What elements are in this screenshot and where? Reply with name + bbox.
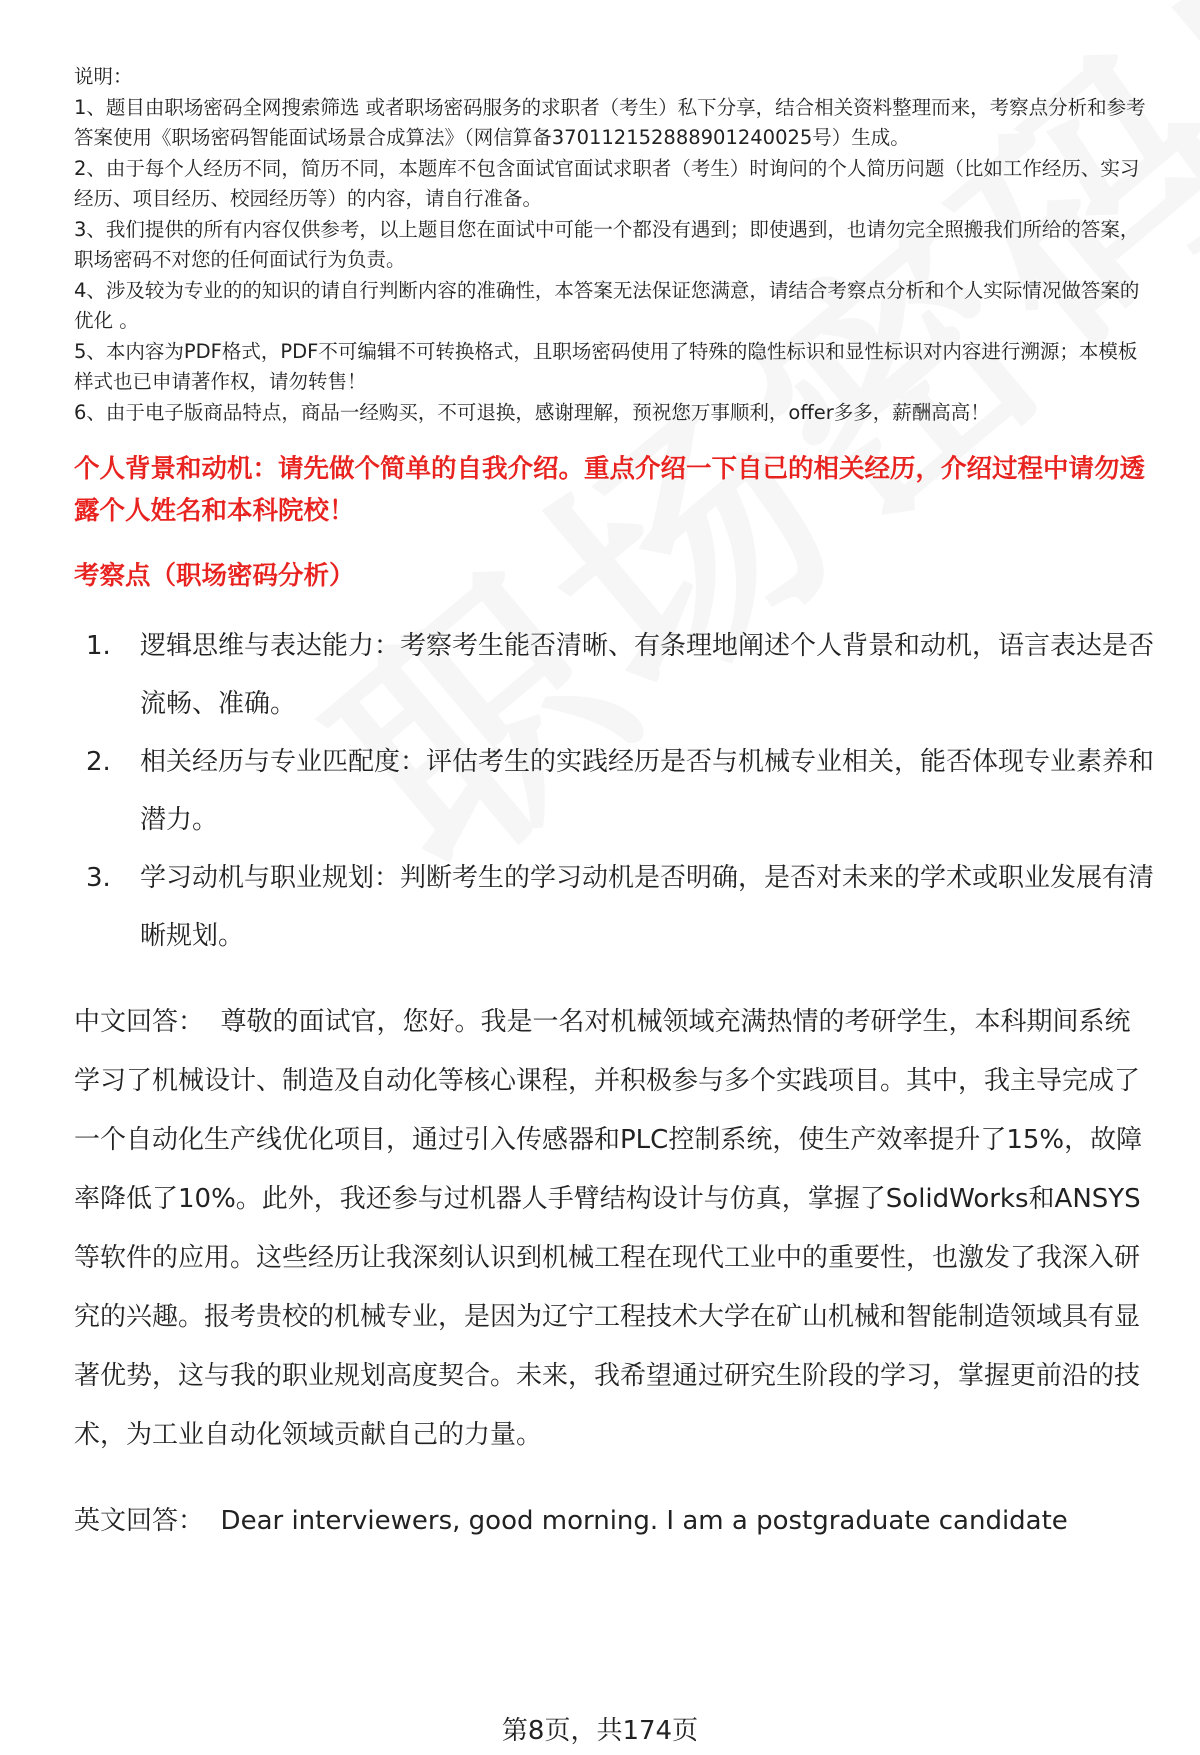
notes-heading: 说明： — [74, 65, 133, 88]
analysis-point — [74, 617, 1154, 733]
analysis-points — [74, 617, 1154, 965]
answer-english-text: Dear interviewers, good morning. I am a postgraduate candidate — [220, 1506, 1068, 1536]
answer-english — [74, 1492, 1154, 1551]
notes-section — [74, 62, 1154, 428]
analysis-point — [74, 849, 1154, 965]
note-item-5: 5、本内容为PDF格式，PDF不可编辑不可转换格式，且职场密码使用了特殊的隐性标识和显性标识对内容进行溯源；本模板样式也已申请著作权，请勿转售！ — [74, 339, 1138, 393]
note-item-3: 3、我们提供的所有内容仅供参考，以上题目您在面试中可能一个都没有遇到；即使遇到，也请勿完全照搬我们所给的答案，职场密码不对您的任何面试行为负责。 — [74, 217, 1140, 271]
answer-chinese — [74, 993, 1154, 1465]
point-number: 2. — [86, 747, 111, 777]
page-content — [74, 62, 1154, 1551]
answer-english-label: 英文回答： — [74, 1506, 205, 1536]
answer-chinese-text: 尊敬的面试官，您好。我是一名对机械领域充满热情的考研学生，本科期间系统学习了机械设计、制造及自动化等核心课程，并积极参与多个实践项目。其中，我主导完成了一个自动化生产线优化项目，通过引入传感器和PLC控制系统，使生产效率提升了15%，故障率降低了10%。此外，我还参与过机器人手臂结构设计与仿真，掌握了SolidWorks和ANSYS等软件的应用。这些经历让我深刻认识到机械工程在现代工业中的重要性，也激发了我深入研究的兴趣。报考贵校的机械专业，是因为辽宁工程技术大学在矿山机械和智能制造领域具有显著优势，这与我的职业规划高度契合。未来，我希望通过研究生阶段的学习，掌握更前沿的技术，为工业自动化领域贡献自己的力量。 — [74, 1007, 1143, 1450]
answer-chinese-label: 中文回答： — [74, 1007, 205, 1037]
point-number: 3. — [86, 863, 111, 893]
question-title: 个人背景和动机：请先做个简单的自我介绍。重点介绍一下自己的相关经历，介绍过程中请勿透露个人姓名和本科院校！ — [74, 454, 1146, 526]
note-item-1: 1、题目由职场密码全网搜索筛选 或者职场密码服务的求职者（考生）私下分享，结合相关资料整理而来，考察点分析和参考答案使用《职场密码智能面试场景合成算法》（网信算备370112152888901240025号）生成。 — [74, 95, 1146, 149]
analysis-title: 考察点（职场密码分析） — [74, 561, 355, 591]
page-footer: 第8页，共174页 — [501, 1716, 699, 1746]
point-text: 学习动机与职业规划：判断考生的学习动机是否明确，是否对未来的学术或职业发展有清晰规划。 — [140, 863, 1155, 951]
note-item-6: 6、由于电子版商品特点，商品一经购买，不可退换，感谢理解，预祝您万事顺利，offer多多，薪酬高高！ — [74, 400, 990, 424]
point-text: 相关经历与专业匹配度：评估考生的实践经历是否与机械专业相关，能否体现专业素养和潜力。 — [140, 747, 1155, 835]
analysis-point — [74, 733, 1154, 849]
point-text: 逻辑思维与表达能力：考察考生能否清晰、有条理地阐述个人背景和动机，语言表达是否流畅、准确。 — [140, 631, 1155, 719]
note-item-2: 2、由于每个人经历不同，简历不同，本题库不包含面试官面试求职者（考生）时询问的个人简历问题（比如工作经历、实习经历、项目经历、校园经历等）的内容，请自行准备。 — [74, 156, 1140, 210]
point-number: 1. — [86, 631, 111, 661]
note-item-4: 4、涉及较为专业的的知识的请自行判断内容的准确性，本答案无法保证您满意，请结合考察点分析和个人实际情况做答案的优化 。 — [74, 278, 1140, 332]
